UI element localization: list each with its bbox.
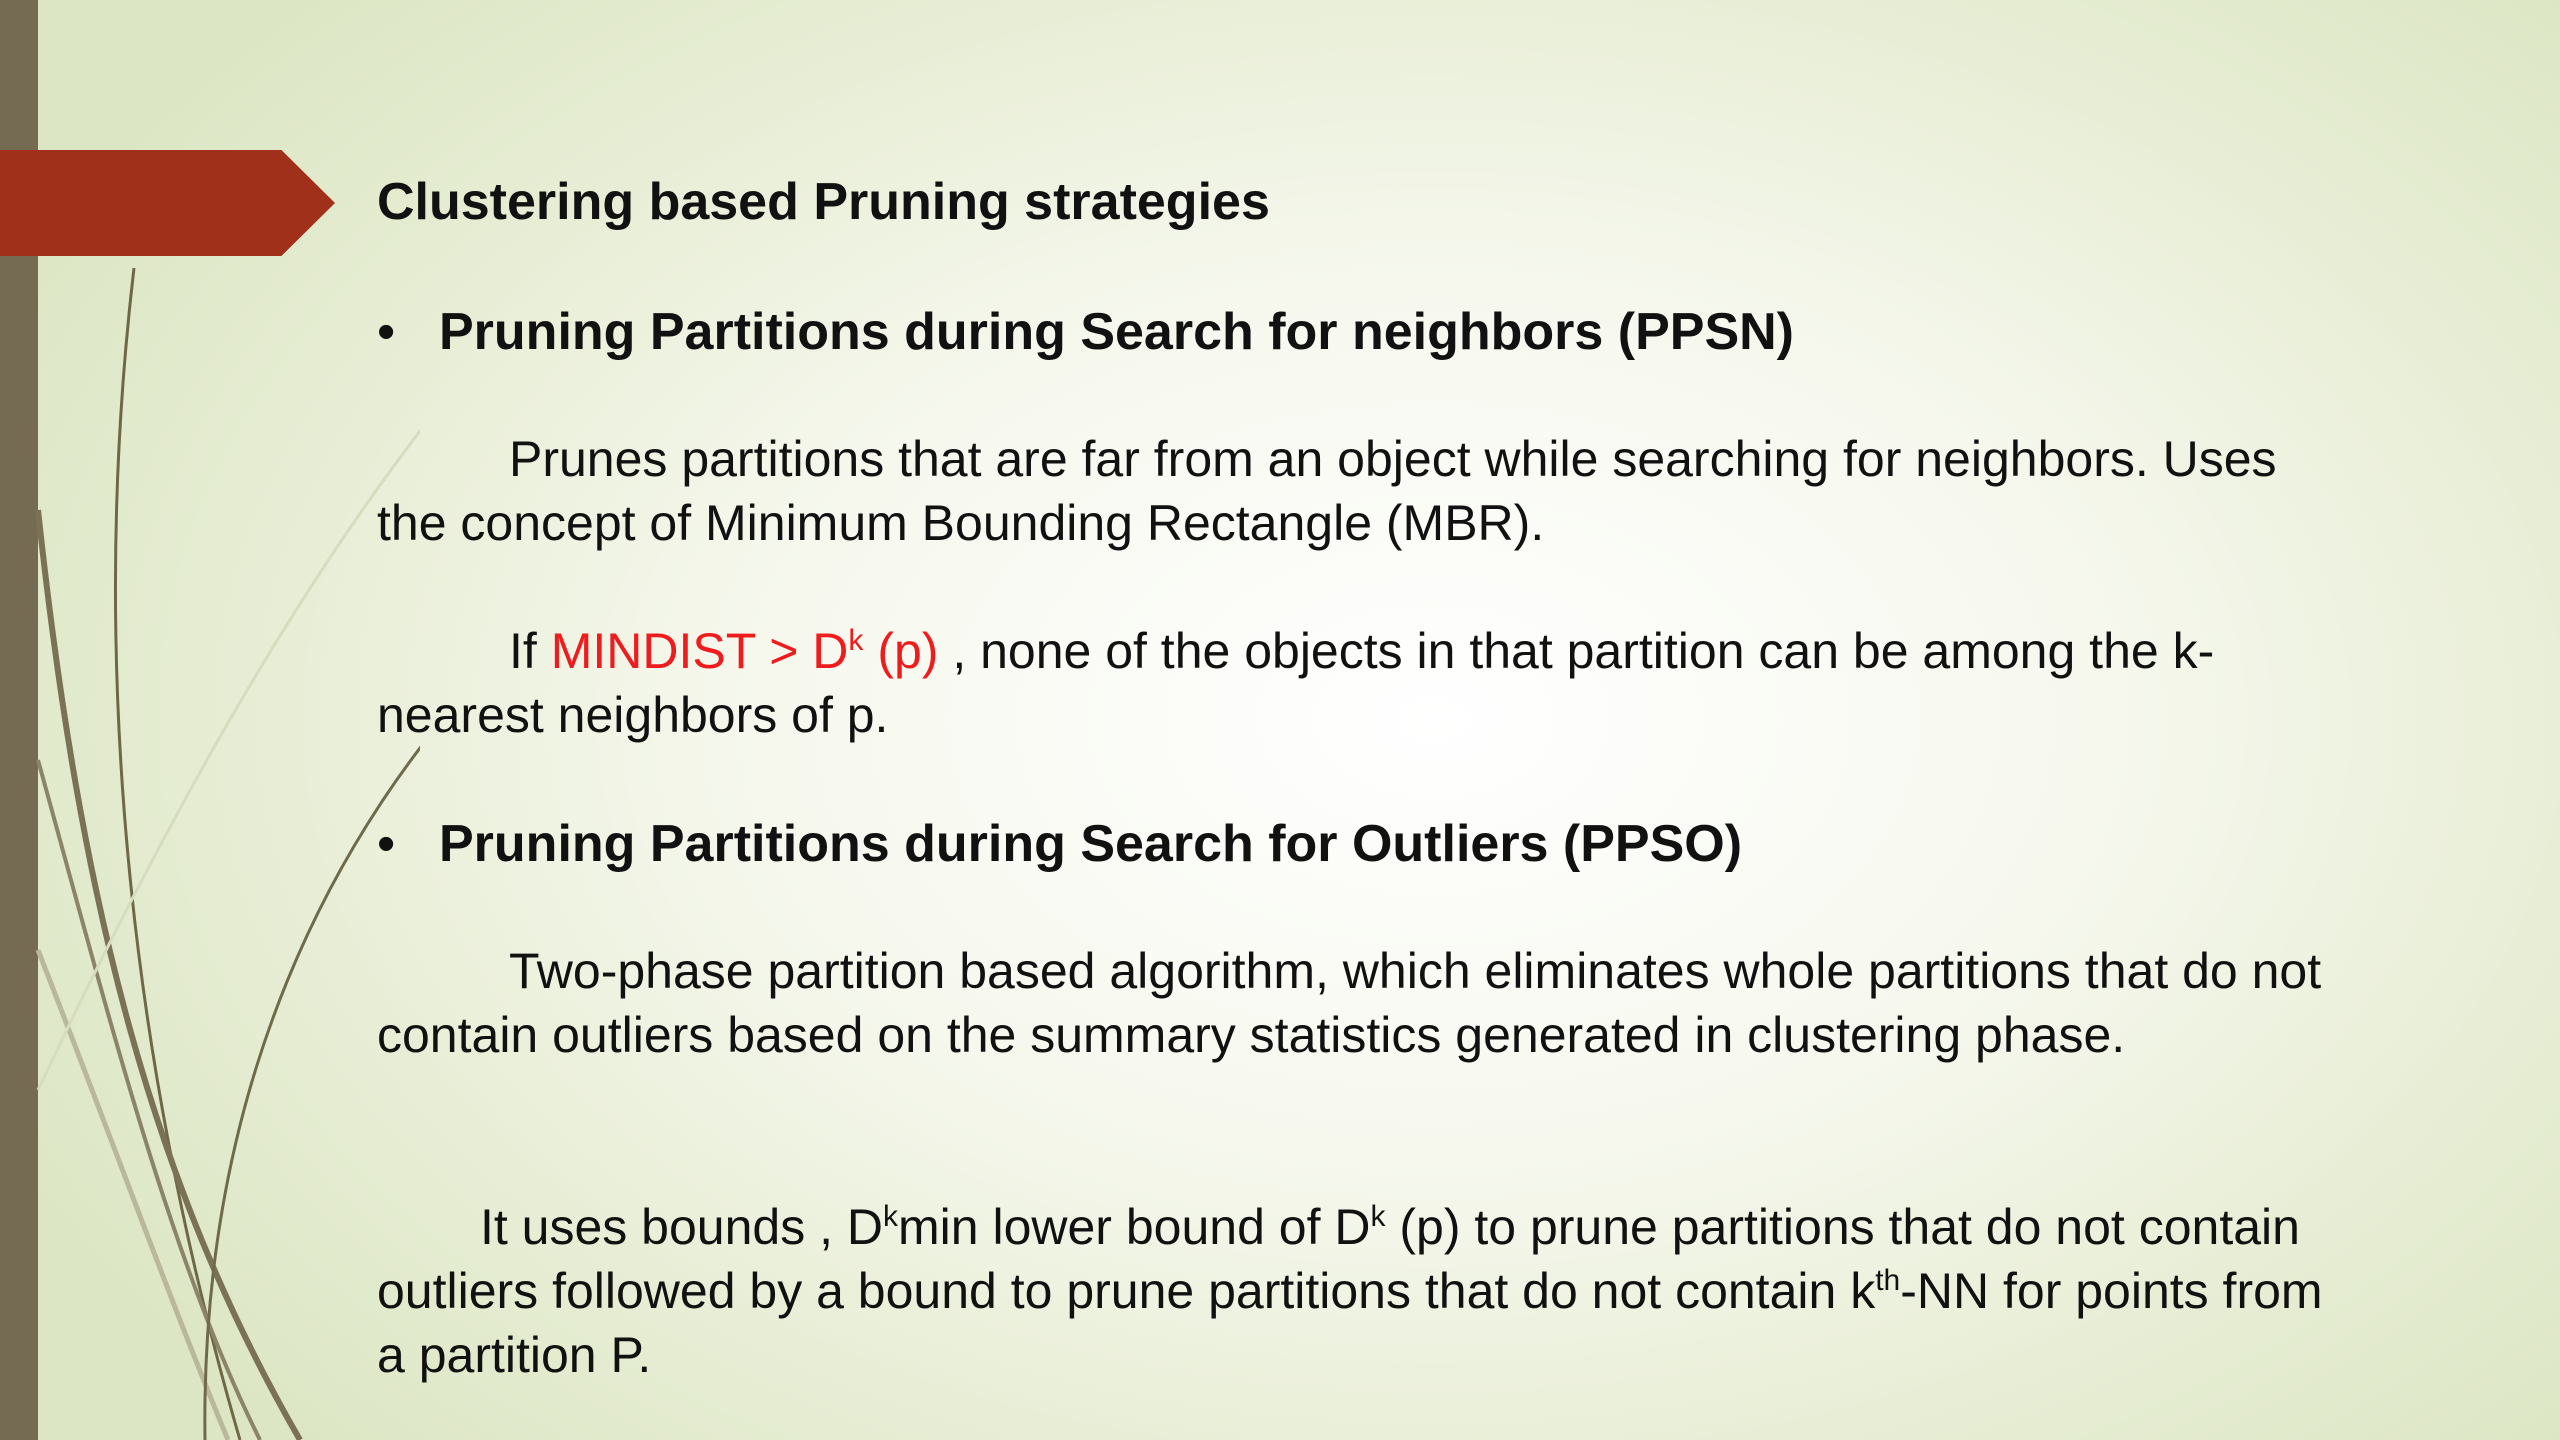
paragraph-ppsn-description [377,427,2327,555]
paragraph-ppsn-mindist [377,619,2327,747]
bounds-part1: It uses bounds , D [480,1199,884,1255]
bullet-heading-ppso: Pruning Partitions during Search for Outliers (PPSO) [439,815,1743,873]
bullet-ppso [377,814,1742,874]
paragraph-prefix: If [509,623,551,679]
bounds-part3: (p) to prune partitions that do not contain outliers followed by a bound to prune partitions that do not contain k [377,1199,2300,1319]
mindist-condition [551,623,939,679]
paragraph-ppso-bounds [377,1195,2327,1387]
decor-curve-1 [116,268,240,1440]
bounds-sup3: th [1875,1264,1901,1297]
bounds-part4: -NN for points from a partition P. [377,1263,2323,1383]
decor-curve-5 [38,310,420,1090]
decor-curve-4 [38,950,228,1440]
bullet-heading-ppsn: Pruning Partitions during Search for neighbors (PPSN) [439,303,1794,361]
bounds-sup2: k [1370,1200,1386,1233]
paragraph-suffix: , none of the objects in that partition can be among the k-nearest neighbors of p. [377,623,2215,743]
paragraph-text: Prunes partitions that are far from an object while searching for neighbors. Uses the concept of Minimum Bounding Rectangle (MBR). [377,431,2277,551]
mindist-sup: k [848,624,864,657]
bounds-sup1: k [883,1200,899,1233]
paragraph-text: Two-phase partition based algorithm, which eliminates whole partitions that do not contain outliers based on the summary statistics generated in clustering phase. [377,943,2322,1063]
bullet-ppsn [377,302,1794,362]
bullet-dot: • [377,303,396,361]
mindist-end: (p) [863,623,939,679]
decor-curve-2 [38,510,300,1440]
mindist-main: MINDIST > D [550,623,849,679]
bounds-part2: min lower bound of D [898,1199,1371,1255]
paragraph-ppso-description [377,939,2327,1067]
title-arrow-shape [0,150,335,256]
slide-title: Clustering based Pruning strategies [377,173,1270,231]
bullet-dot: • [377,815,396,873]
